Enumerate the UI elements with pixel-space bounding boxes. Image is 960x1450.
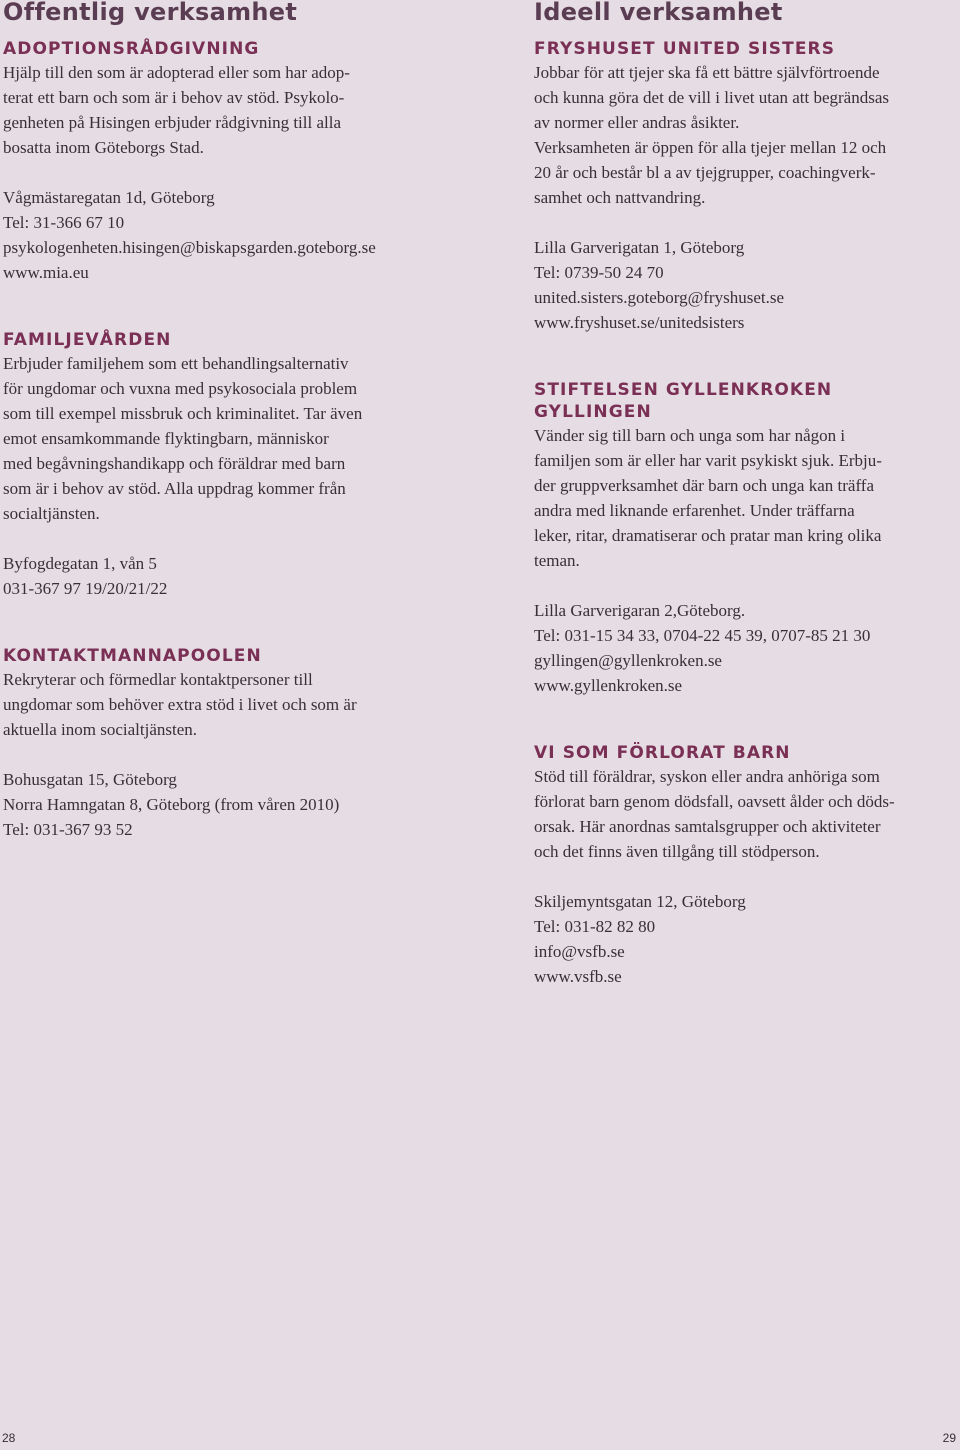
desc-line: samhet och nattvandring. xyxy=(534,188,706,207)
desc-line: som till exempel missbruk och kriminalitet. Tar även xyxy=(3,404,363,423)
right-column-title: Ideell verksamhet xyxy=(534,0,783,26)
address-line: Skiljemyntsgatan 12, Göteborg xyxy=(534,892,746,911)
section-heading: STIFTELSEN GYLLENKROKEN GYLLINGEN xyxy=(534,380,833,422)
desc-line: Erbjuder familjehem som ett behandlingsalternativ xyxy=(3,354,349,373)
address-line: Bohusgatan 15, Göteborg xyxy=(3,770,177,789)
desc-line: av normer eller andras åsikter. xyxy=(534,113,740,132)
section-adoptionsradgivning xyxy=(3,38,443,285)
section-familjevarden xyxy=(3,329,443,601)
desc-line: och kunna göra det de vill i livet utan att begrändsas xyxy=(534,88,890,107)
section-heading: FAMILJEVÅRDEN xyxy=(3,330,172,350)
address-line: Vågmästaregatan 1d, Göteborg xyxy=(3,188,215,207)
desc-line: emot ensamkommande flyktingbarn, människor xyxy=(3,429,329,448)
website-link[interactable]: www.vsfb.se xyxy=(534,967,622,986)
desc-line: genheten på Hisingen erbjuder rådgivning till alla xyxy=(3,113,342,132)
desc-line: familjen som är eller har varit psykiskt sjuk. Erbju- xyxy=(534,451,882,470)
right-column xyxy=(534,0,956,989)
desc-line: med begåvningshandikapp och föräldrar med barn xyxy=(3,454,346,473)
website-link[interactable]: www.mia.eu xyxy=(3,263,89,282)
phone-line: Tel: 031-82 82 80 xyxy=(534,917,656,936)
page-number-right: 29 xyxy=(942,1431,956,1445)
desc-line: aktuella inom socialtjänsten. xyxy=(3,720,198,739)
email-link[interactable]: united.sisters.goteborg@fryshuset.se xyxy=(534,288,785,307)
desc-line: orsak. Här anordnas samtalsgrupper och aktiviteter xyxy=(534,817,881,836)
desc-line: Stöd till föräldrar, syskon eller andra anhöriga som xyxy=(534,767,880,786)
section-heading: KONTAKTMANNAPOOLEN xyxy=(3,646,262,666)
desc-line: socialtjänsten. xyxy=(3,504,100,523)
desc-line: Hjälp till den som är adopterad eller som har adop- xyxy=(3,63,350,82)
page-number-left: 28 xyxy=(2,1431,16,1445)
desc-line: bosatta inom Göteborgs Stad. xyxy=(3,138,204,157)
section-kontaktmannapoolen xyxy=(3,645,443,842)
left-column xyxy=(3,0,443,842)
address-line: Lilla Garverigaran 2,Göteborg. xyxy=(534,601,746,620)
address-line: Byfogdegatan 1, vån 5 xyxy=(3,554,157,573)
section-heading: FRYSHUSET UNITED SISTERS xyxy=(534,39,836,59)
desc-line: Rekryterar och förmedlar kontaktpersoner till xyxy=(3,670,313,689)
website-link[interactable]: www.fryshuset.se/unitedsisters xyxy=(534,313,745,332)
phone-line: Tel: 31-366 67 10 xyxy=(3,213,125,232)
desc-line: Jobbar för att tjejer ska få ett bättre självförtroende xyxy=(534,63,880,82)
email-link[interactable]: psykologenheten.hisingen@biskapsgarden.goteborg.se xyxy=(3,238,376,257)
email-link[interactable]: gyllingen@gyllenkroken.se xyxy=(534,651,722,670)
desc-line: terat ett barn och som är i behov av stöd. Psykolo- xyxy=(3,88,345,107)
desc-line: som är i behov av stöd. Alla uppdrag kommer från xyxy=(3,479,346,498)
section-stiftelsen-gyllenkroken xyxy=(534,379,956,698)
section-heading: VI SOM FÖRLORAT BARN xyxy=(534,743,791,763)
phone-line: Tel: 031-15 34 33, 0704-22 45 39, 0707-85 21 30 xyxy=(534,626,871,645)
desc-line: der gruppverksamhet där barn och unga kan träffa xyxy=(534,476,875,495)
phone-line: Tel: 0739-50 24 70 xyxy=(534,263,664,282)
desc-line: andra med liknande erfarenhet. Under träffarna xyxy=(534,501,855,520)
phone-line: 031-367 97 19/20/21/22 xyxy=(3,579,168,598)
address-line: Lilla Garverigatan 1, Göteborg xyxy=(534,238,745,257)
section-vi-som-forlorat-barn xyxy=(534,742,956,989)
email-link[interactable]: info@vsfb.se xyxy=(534,942,625,961)
desc-line: Vänder sig till barn och unga som har någon i xyxy=(534,426,846,445)
desc-line: leker, ritar, dramatiserar och pratar man kring olika xyxy=(534,526,882,545)
desc-line: och det finns även tillgång till stödperson. xyxy=(534,842,820,861)
left-column-title: Offentlig verksamhet xyxy=(3,0,298,26)
desc-line: för ungdomar och vuxna med psykosociala problem xyxy=(3,379,358,398)
desc-line: teman. xyxy=(534,551,580,570)
desc-line: Verksamheten är öppen för alla tjejer mellan 12 och xyxy=(534,138,887,157)
section-heading: ADOPTIONSRÅDGIVNING xyxy=(3,39,260,59)
desc-line: ungdomar som behöver extra stöd i livet och som är xyxy=(3,695,357,714)
desc-line: 20 år och består bl a av tjejgrupper, coachingverk- xyxy=(534,163,876,182)
address-line: Norra Hamngatan 8, Göteborg (from våren 2010) xyxy=(3,795,340,814)
section-fryshuset-united-sisters xyxy=(534,38,956,335)
website-link[interactable]: www.gyllenkroken.se xyxy=(534,676,683,695)
desc-line: förlorat barn genom dödsfall, oavsett ålder och döds- xyxy=(534,792,895,811)
phone-line: Tel: 031-367 93 52 xyxy=(3,820,133,839)
